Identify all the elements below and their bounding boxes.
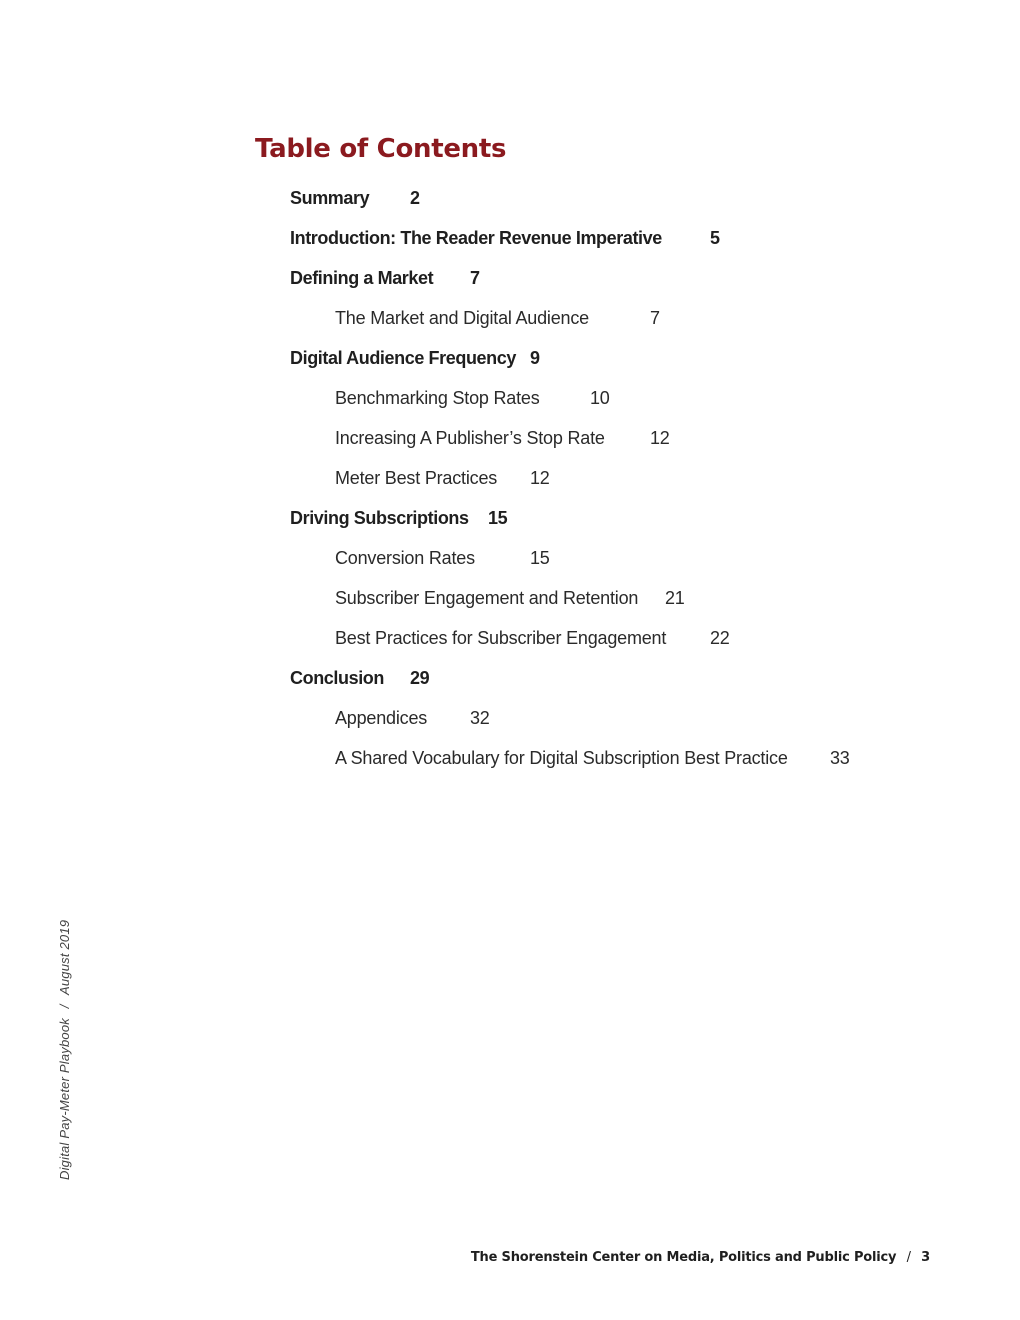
toc-entry-page: 32 xyxy=(470,708,490,728)
toc-entry-page: 5 xyxy=(710,228,720,248)
toc-entry-title: Appendices xyxy=(335,708,428,728)
toc-entry-page: 29 xyxy=(410,668,430,688)
publication-date: August 2019 xyxy=(57,919,72,996)
toc-entry-page: 12 xyxy=(530,468,550,488)
toc-entry-title: Increasing A Publisher’s Stop Rate xyxy=(335,428,605,448)
toc-entry-title: Introduction: The Reader Revenue Imperative xyxy=(290,228,662,248)
toc-entry-title: Subscriber Engagement and Retention xyxy=(335,588,639,608)
toc-entry-page: 7 xyxy=(470,268,480,288)
page-number: 3 xyxy=(921,1250,930,1265)
page-title: Table of Contents xyxy=(255,134,507,164)
toc-entry-page: 22 xyxy=(710,628,730,648)
toc-entry-title: Conclusion xyxy=(290,668,384,688)
toc-entry-title: Defining a Market xyxy=(290,268,434,288)
toc-entry-title: Benchmarking Stop Rates xyxy=(335,388,540,408)
toc-entry-page: 33 xyxy=(830,748,850,768)
toc-entry-title: The Market and Digital Audience xyxy=(335,308,589,328)
page-footer xyxy=(471,1248,930,1268)
publication-title: Digital Pay-Meter Playbook xyxy=(57,1018,72,1180)
toc-entry-title: Summary xyxy=(290,188,370,208)
toc-entry-page: 2 xyxy=(410,188,420,208)
toc-entry-page: 10 xyxy=(590,388,610,408)
toc-entry-page: 15 xyxy=(530,548,550,568)
toc-entry-page: 15 xyxy=(488,508,508,528)
publication-side-label xyxy=(56,920,74,1180)
toc-entry-title: Driving Subscriptions xyxy=(290,508,469,528)
footer-organization: The Shorenstein Center on Media, Politics and Public Policy xyxy=(470,1250,897,1265)
toc-entry-page: 21 xyxy=(665,588,685,608)
side-label-separator: / xyxy=(57,1004,72,1009)
toc-entry-title: Meter Best Practices xyxy=(335,468,498,488)
toc-entry-title: A Shared Vocabulary for Digital Subscription Best Practice xyxy=(335,748,788,768)
toc-entry-title: Conversion Rates xyxy=(335,548,475,568)
footer-separator: / xyxy=(906,1250,911,1265)
toc-entry-page: 12 xyxy=(650,428,670,448)
toc-entry-title: Digital Audience Frequency xyxy=(290,348,516,368)
toc-entry-page: 7 xyxy=(650,308,660,328)
toc-entry-page: 9 xyxy=(530,348,540,368)
toc-entry-title: Best Practices for Subscriber Engagement xyxy=(335,628,667,648)
